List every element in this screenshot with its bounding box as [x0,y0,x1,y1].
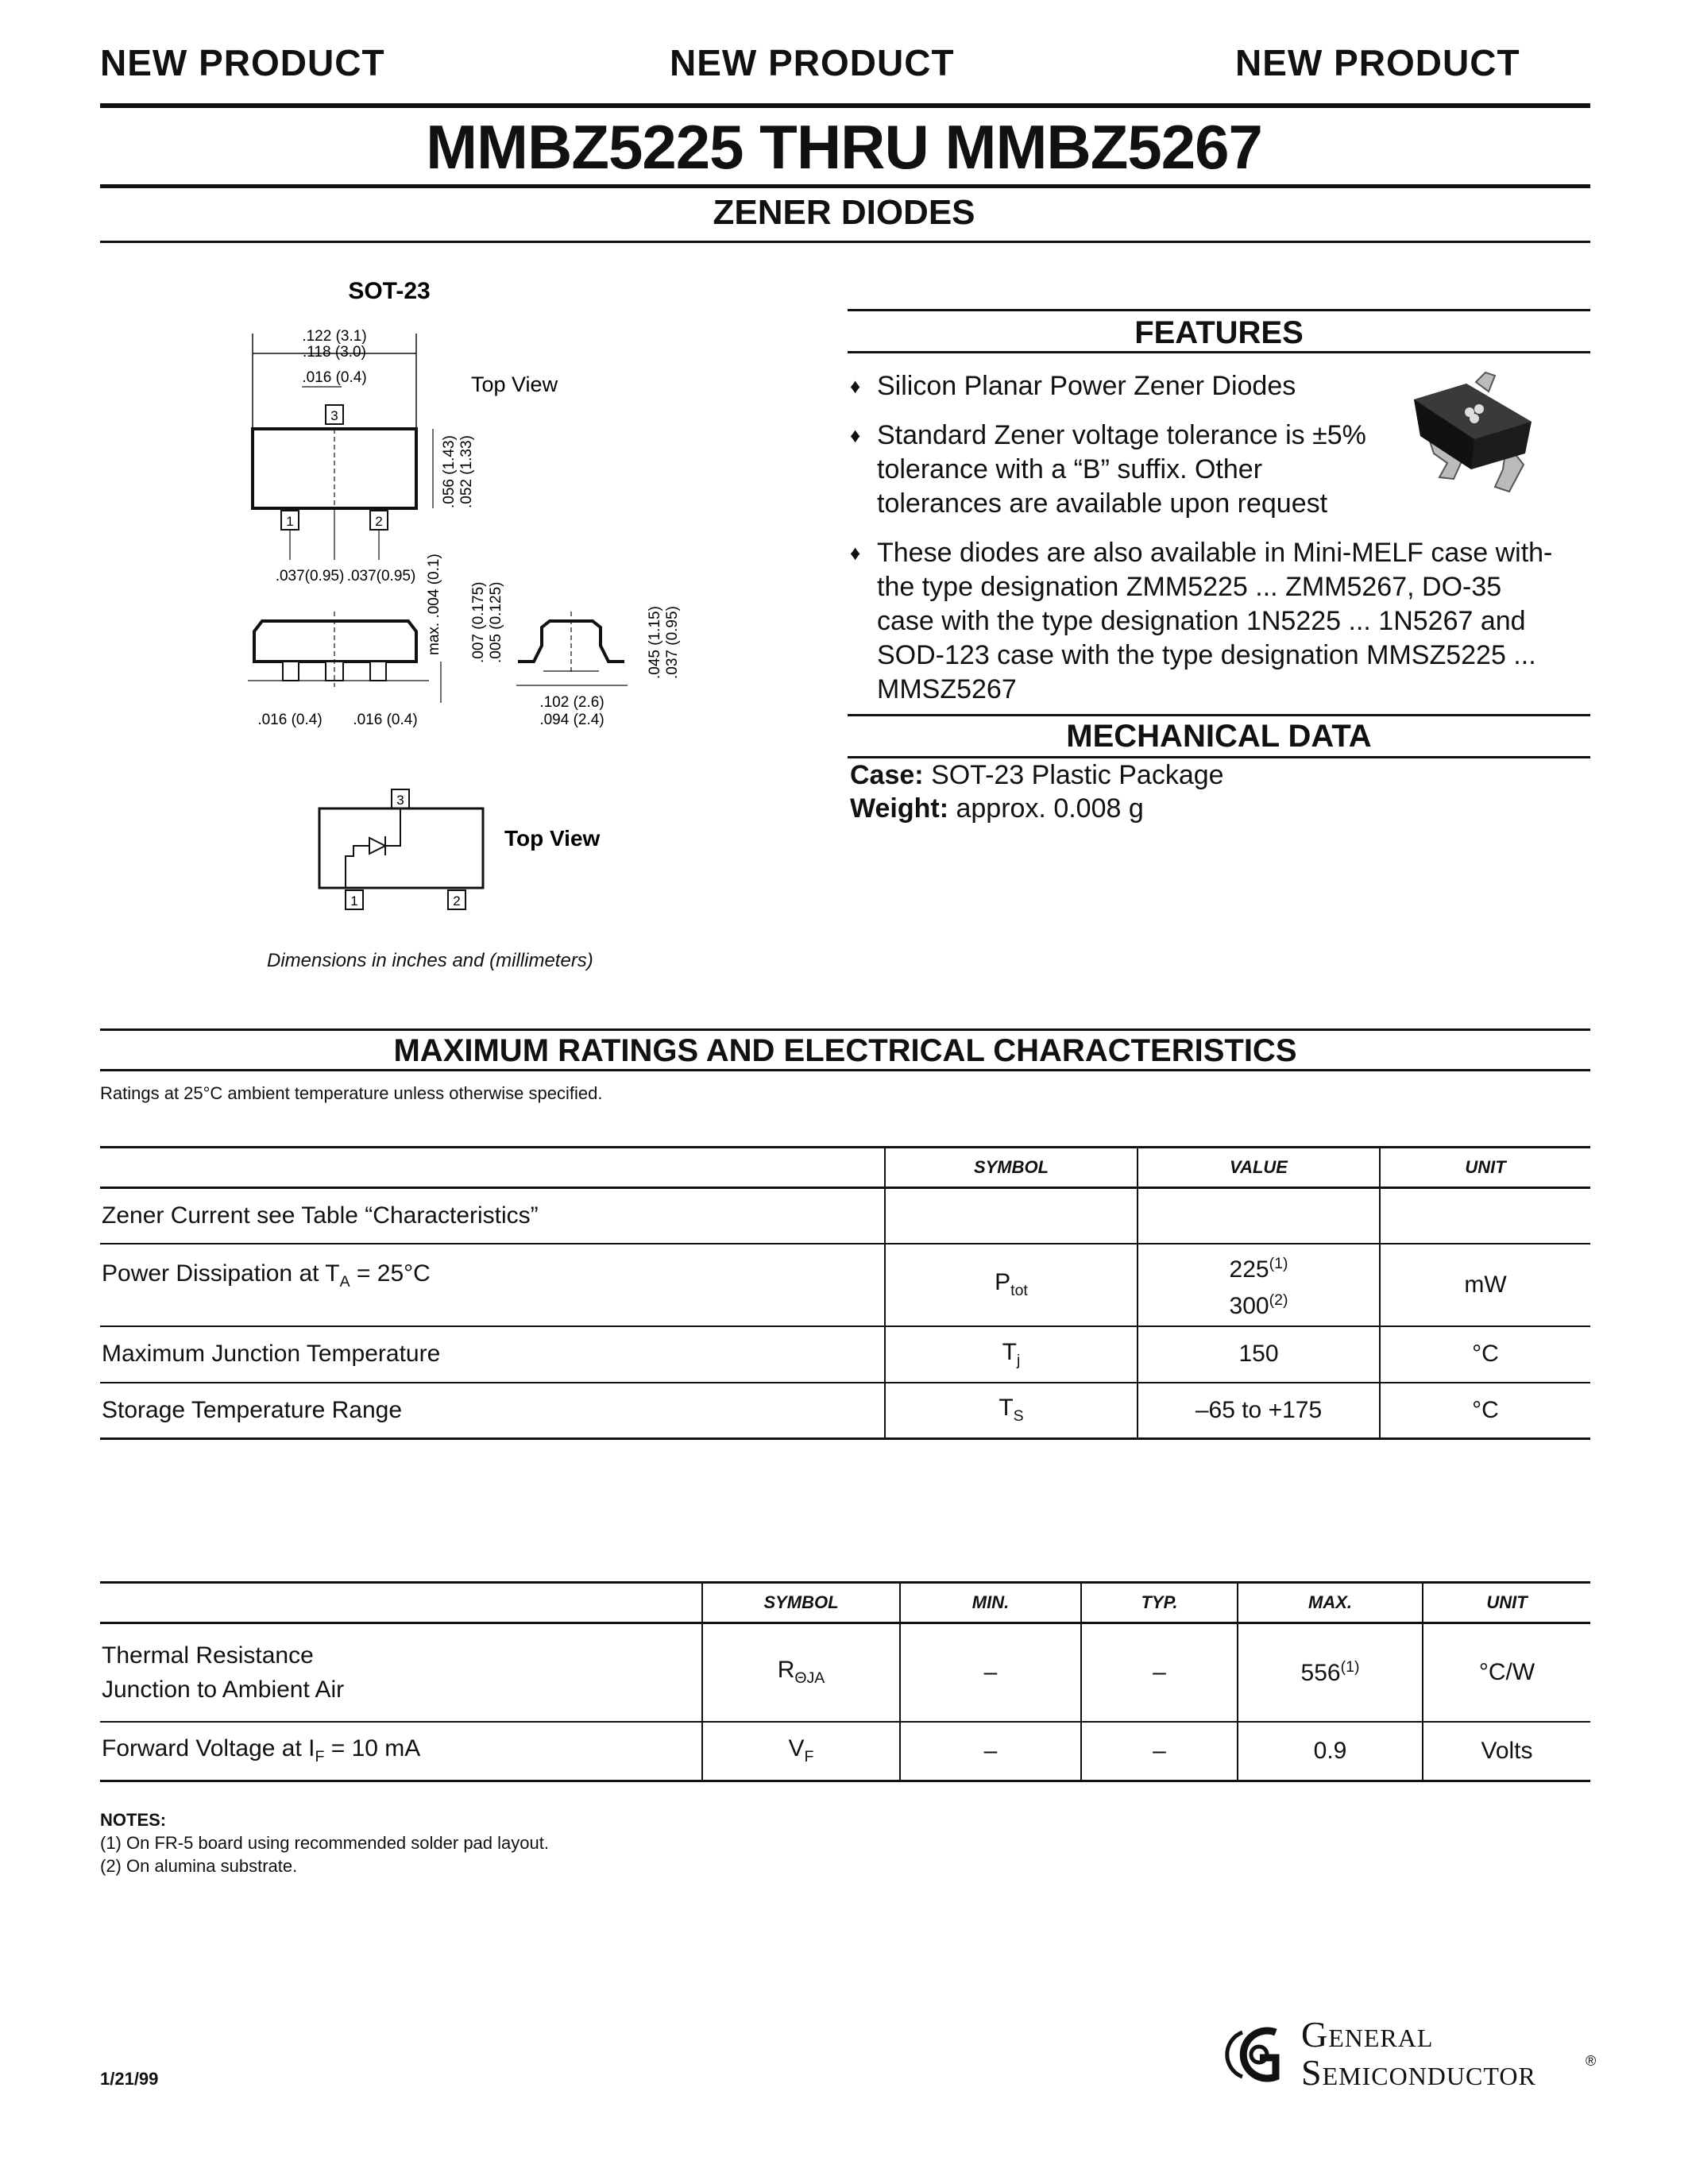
ratings-rule-bottom [100,1069,1590,1071]
dim-pin-width: .016 (0.4) [302,369,367,386]
dim-side-height-2: .037 (0.95) [664,606,681,679]
dim-lead-b: .005 (0.125) [488,581,504,663]
row-symbol: $R_{\Theta JA}$ [702,1623,900,1722]
weight-label: Weight: [850,793,949,824]
feature-line: MMSZ5267 [877,674,1017,704]
pin2-top: 2 [375,514,383,529]
header-rule [100,103,1590,108]
row-symbol: $V_F$ [702,1722,900,1781]
ratings-heading: MAXIMUM RATINGS AND ELECTRICAL CHARACTERISTICS [393,1033,1297,1068]
pin1-schematic: 1 [350,893,358,909]
dim-max-height: max. .004 (0.1) [426,554,442,655]
dim-side-height-1: .045 (1.15) [647,606,663,679]
row-param: Power Dissipation at $T_A = 25^\circ C$ [102,1260,431,1291]
row-param: Maximum Junction Temperature [102,1341,441,1367]
ratings-header-row [100,1148,1590,1188]
mechanical-weight [850,793,1144,824]
feature-line: SOD-123 case with the type designation MMSZ5225 ... [877,640,1536,670]
col-value: VALUE [1138,1148,1380,1188]
feature-item-2 [850,419,1366,521]
row-unit: °C [1380,1326,1590,1383]
table-row [100,1188,1590,1244]
dim-width-min: .118 (3.0) [303,344,366,361]
package-drawing [230,274,723,973]
table-row [100,1244,1590,1326]
dim-side-width-1: .102 (2.6) [539,694,605,711]
characteristics-table [100,1581,1590,1782]
features-heading: FEATURES [1134,315,1304,350]
pin3-top: 3 [330,408,338,423]
pin1-top: 1 [286,514,294,529]
row-unit: °C/W [1423,1623,1590,1722]
row-typ: – [1081,1722,1238,1781]
case-value: SOT-23 Plastic Package [931,760,1224,790]
table-row [100,1326,1590,1383]
footer-date: 1/21/99 [100,2069,159,2089]
features-rule-bottom [848,351,1590,353]
col-unit: UNIT [1423,1583,1590,1623]
row-unit: mW [1380,1244,1590,1326]
col-symbol: SYMBOL [702,1583,900,1623]
row-param: Thermal Resistance Junction to Ambient Air [102,1642,345,1703]
feature-item-1 [850,369,1296,403]
pin3-schematic: 3 [396,793,404,808]
dim-height-2: .052 (1.33) [458,435,475,508]
feature-line: Standard Zener voltage tolerance is ±5% [877,420,1366,450]
dim-pitch-right: .037(0.95) [346,568,416,585]
row-symbol: $T_j$ [885,1326,1138,1383]
feature-line: the type designation ZMM5225 ... ZMM5267, DO-35 [877,572,1502,602]
feature-line: These diodes are also available in Mini-MELF case with- [877,538,1553,568]
dim-foot-left: .016 (0.4) [257,712,323,728]
row-min: – [900,1722,1081,1781]
features-rule-top [848,309,1590,311]
row-symbol: $P_{tot}$ [885,1244,1138,1326]
row-value: 225$^{(1)}$ 300$^{(2)}$ [1138,1244,1380,1326]
col-min: MIN. [900,1583,1081,1623]
drawing-caption: Dimensions in inches and (millimeters) [267,950,593,971]
logo-line-2: Semiconductor [1301,2052,1536,2093]
header-banner-right: NEW PRODUCT [1235,42,1520,83]
mechanical-heading: MECHANICAL DATA [1066,719,1372,754]
schematic-top-view-label: Top View [504,826,601,851]
row-unit: °C [1380,1383,1590,1439]
note-2: (2) On alumina substrate. [100,1856,298,1876]
row-value: –65 to +175 [1138,1383,1380,1439]
company-logo [1223,2013,1597,2101]
weight-value: approx. 0.008 g [956,793,1144,824]
note-1: (1) On FR-5 board using recommended solder pad layout. [100,1833,549,1853]
row-unit: Volts [1423,1722,1590,1781]
header-banner-center: NEW PRODUCT [670,42,955,83]
mechanical-rule-top [848,714,1590,716]
page-subtitle: ZENER DIODES [713,193,975,232]
col-max: MAX. [1238,1583,1423,1623]
logo-line-1: General [1301,2014,1434,2055]
table-row [100,1722,1590,1781]
row-param: Forward Voltage at $I_F = 10$ mA [102,1735,421,1766]
header-banner-left: NEW PRODUCT [100,42,385,83]
col-symbol: SYMBOL [885,1148,1138,1188]
dim-foot-right: .016 (0.4) [353,712,418,728]
package-photo [1406,368,1541,495]
feature-line: tolerances are available upon request [877,488,1328,519]
ratings-table [100,1146,1590,1440]
diamond-bullet-icon: ♦ [850,423,861,447]
mechanical-rule-bottom [848,756,1590,758]
characteristics-header-row [100,1583,1590,1623]
page-title: MMBZ5225 THRU MMBZ5267 [426,112,1262,182]
registered-mark: ® [1586,2053,1597,2069]
row-typ: – [1081,1623,1238,1722]
row-min: – [900,1623,1081,1722]
diamond-bullet-icon: ♦ [850,374,861,398]
row-symbol: $T_S$ [885,1383,1138,1439]
table-row [100,1623,1590,1722]
ratings-note: Ratings at 25°C ambient temperature unless otherwise specified. [100,1083,603,1103]
package-label: SOT-23 [348,278,431,304]
ratings-rule-top [100,1028,1590,1031]
row-max: 556$^{(1)}$ [1238,1623,1423,1722]
row-max: 0.9 [1238,1722,1423,1781]
dim-side-width-2: .094 (2.4) [539,712,605,728]
feature-line: tolerance with a “B” suffix. Other [877,454,1263,484]
row-value: 150 [1138,1326,1380,1383]
col-unit: UNIT [1380,1148,1590,1188]
feature-line: Silicon Planar Power Zener Diodes [877,371,1296,401]
dim-height-1: .056 (1.43) [441,435,458,508]
diamond-bullet-icon: ♦ [850,541,861,565]
mechanical-case [850,760,1224,791]
subtitle-rule [100,241,1590,243]
case-label: Case: [850,760,924,790]
logo-mark-icon [1223,2016,1295,2093]
feature-line: case with the type designation 1N5225 ... 1N5267 and [877,606,1526,636]
dim-pitch-left: .037(0.95) [275,568,345,585]
feature-item-3 [850,536,1553,707]
pin2-schematic: 2 [453,893,461,909]
dim-lead-a: .007 (0.175) [470,581,487,663]
row-param: Storage Temperature Range [102,1396,403,1423]
row-param: Zener Current see Table “Characteristics” [102,1202,539,1229]
dim-width-max: .122 (3.1) [302,328,367,345]
title-rule [100,184,1590,188]
col-typ: TYP. [1081,1583,1238,1623]
notes-heading: NOTES: [100,1810,167,1830]
top-view-label: Top View [471,372,558,396]
table-row [100,1383,1590,1439]
